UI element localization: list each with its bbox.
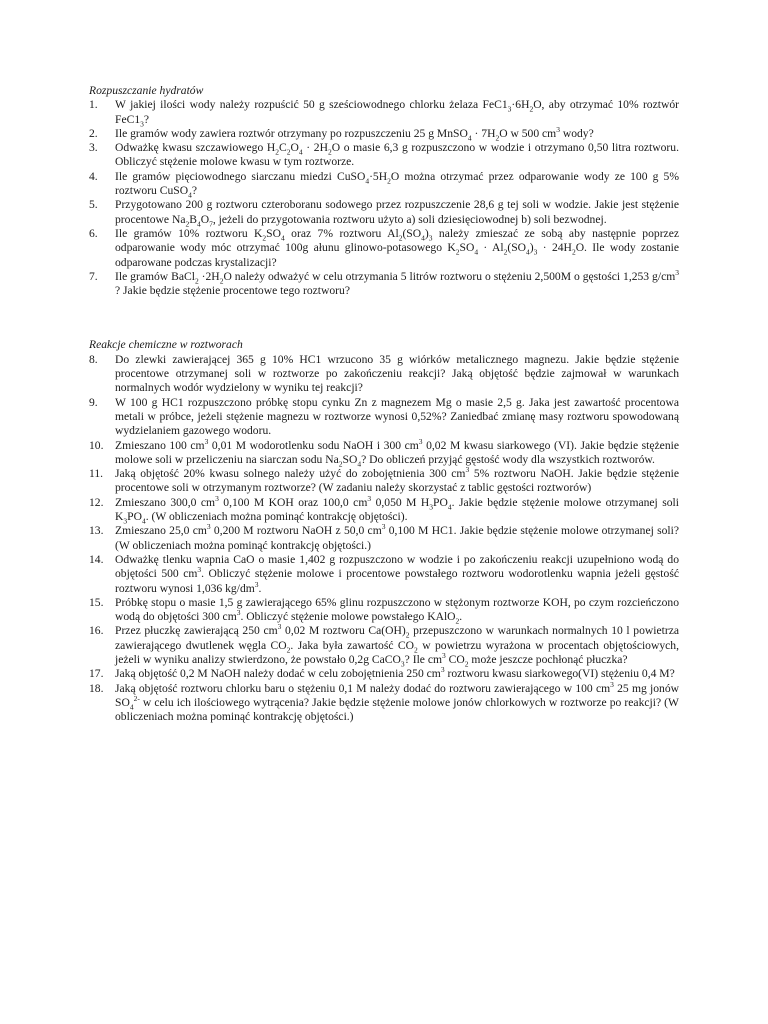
problem-number: 6.: [89, 226, 98, 240]
problem-number: 1.: [89, 98, 98, 112]
problem-number: 16.: [89, 624, 104, 638]
problem-text: Przez płuczkę zawierającą 250 $cm^3$ 0,02 M roztworu $Ca(OH)_2$ przepuszczono w warunkach normalnych 10 l powietrza zawierającego dwutlenek węgla $CO_2$. Jaka była zawartość $CO_2$ w powietrzu wyrażona w procentach objętościowych, jeżeli w wyniku analizy stwierdzono, że powstało 0,2g CaCO$_3$? Ile $cm^3$ $CO_2$ może jeszcze pochłonąć płuczka?: [115, 622, 680, 669]
problem-item: [89, 524, 679, 553]
problem-item: [89, 353, 679, 396]
problem-text: Odważkę kwasu szczawiowego $H_2C_2O_4 \cdot 2H_2O$ o masie 6,3 g rozpuszczono w wodzie i otrzymano 0,50 litra roztworu. Obliczyć stężenie molowe kwasu w tym roztworze.: [115, 141, 679, 169]
problem-text: W jakiej ilości wody należy rozpuścić 50 g sześciowodnego chlorku żelaza $FeC1_3\cdot 6H_2O$, aby otrzymać 10% roztwór $FeC1_3$?: [115, 98, 679, 128]
problem-number: 18.: [89, 681, 104, 695]
problem-item: [89, 127, 679, 141]
problem-number: 5.: [89, 198, 98, 212]
problem-item: [89, 624, 679, 667]
problem-text: Ile gramów wody zawiera roztwór otrzymany po rozpuszczeniu 25 g MnSO$_4$ · $7H_2O$ w 500 $cm^3$ wody?: [115, 125, 594, 143]
problem-item: [89, 553, 679, 596]
problem-item: [89, 436, 679, 469]
problem-number: 2.: [89, 126, 98, 140]
problem-text: Ile gramów BaCl$_2$ $\cdot 2H_2O$ należy odważyć w celu otrzymania 5 litrów roztworu o stężeniu 2,500M o gęstości 1,253 $g/cm^3$ ? Jakie będzie stężenie procentowe tego roztworu?: [115, 268, 679, 298]
problem-number: 13.: [89, 524, 104, 538]
problem-text: Jaką objętość 0,2 M NaOH należy dodać w celu zobojętnienia 250 $cm^3$ roztworu kwasu siarkowego(VI) stężeniu 0,4 M?: [115, 665, 675, 681]
problem-text: Jaką objętość 20% kwasu solnego należy użyć do zobojętnienia 300 $cm^3$ 5% roztworu NaOH. Jakie będzie stężenie procentowe soli w otrzymanym roztworze? (W zadaniu należy skorzystać z tablic gęstości roztworów): [115, 465, 679, 495]
problem-item: [89, 141, 679, 170]
problem-text: Odważkę tlenku wapnia CaO o masie 1,402 g rozpuszczono w wodzie i po zakończeniu reakcji uzupełniono wodą do objętości 500 $cm^3$. Obliczyć stężenie molowe i procentowe powstałego roztworu wodorotlenku wapnia jeżeli gęstość roztworu wynosi 1,036 $kg/dm^3$.: [115, 552, 679, 595]
problem-number: 17.: [89, 667, 104, 681]
problem-item: [89, 667, 679, 681]
problem-number: 4.: [89, 169, 98, 183]
problem-item: [89, 170, 679, 199]
problem-number: 15.: [89, 595, 104, 609]
problem-item: [89, 98, 679, 127]
problem-number: 12.: [89, 495, 104, 509]
problem-text: Zmieszano 25,0 $cm^3$ 0,200 M roztworu NaOH z 50,0 $cm^3$ 0,100 M HC1. Jakie będzie stężenie molowe otrzymanej soli? (W obliczeniach można pominąć kontrakcję objętości.): [115, 522, 679, 552]
section-title-reactions: Reakcje chemiczne w roztworach: [89, 338, 243, 352]
problem-item: [89, 493, 680, 526]
problem-text: W 100 g HC1 rozpuszczono próbkę stopu cynku Zn z magnezem Mg o masie 2,5 g. Jaka jest zawartość procentowa metali w próbce, jeżeli stężenie magnezu w roztworze wynosi 0,52%? Zaniedbać zmianę masy roztworu spowodowaną wydzielaniem gazowego wodoru.: [115, 395, 679, 438]
problem-number: 7.: [89, 269, 98, 283]
problem-number: 11.: [89, 467, 104, 481]
problem-number: 8.: [89, 352, 98, 366]
problem-list-reactions: [89, 353, 679, 725]
problem-item: [89, 467, 679, 496]
problem-text: Ile gramów pięciowodnego siarczanu miedzi $CuSO_4\cdot 5H_2O$ można otrzymać przez odparowanie wody ze 100 g 5% roztworu CuSO$_4$?: [115, 169, 679, 200]
problem-text: Próbkę stopu o masie 1,5 g zawierającego 65% glinu rozpuszczono w stężonym roztworze KOH, po czym rozcieńczono wodą do objętości 300 $cm^3$. Obliczyć stężenie molowe powstałego KAlO$_2$.: [115, 595, 679, 626]
problem-text: Zmieszano 100 $cm^3$ 0,01 M wodorotlenku sodu NaOH i 300 $cm^3$ 0,02 M kwasu siarkowego (VI). Jakie będzie stężenie molowe soli w przeliczeniu na siarczan sodu $Na_2SO_4$? Do obliczeń przyjąć gęstość wody dla wszystkich roztworów.: [115, 436, 679, 469]
problem-text: Przygotowano 200 g roztworu czteroboranu sodowego przez rozpuszczenie 28,6 g tej soli w wodzie. Jakie jest stężenie procentowe $Na_2B_4O_7$, jeżeli do przygotowania roztworu użyto a) soli dziesięciowodnej b) soli bezwodnej.: [115, 198, 679, 228]
problem-item: [89, 596, 679, 625]
problem-item: [89, 270, 679, 299]
problem-text: Zmieszano 300,0 $cm^3$ 0,100 M KOH oraz 100,0 $cm^3$ 0,050 M $H_3PO_4$. Jakie będzie stężenie molowe otrzymanej soli $K_3PO_4$. (W obliczeniach można pominąć kontrakcję objętości).: [115, 493, 680, 526]
problem-list-hydrates: [89, 98, 679, 298]
problem-item: [89, 198, 679, 227]
problem-number: 3.: [89, 141, 98, 155]
problem-item: [89, 679, 679, 725]
problem-text: Ile gramów 10% roztworu $K_2SO_4$ oraz 7% roztworu $Al_2(SO_4)_3$ należy zmieszać ze sobą aby następnie poprzez odparowanie wody móc otrzymać 100g ałunu glinowo-potasowego $K_2SO_4 \cdot Al_2(SO_4)_3 \cdot 24H_2O$. Ile wody zostanie odparowane podczas krystalizacji?: [115, 226, 679, 269]
document-content: [89, 84, 679, 724]
section-title-hydrates: Rozpuszczanie hydratów: [89, 84, 204, 97]
problem-text: Jaką objętość roztworu chlorku baru o stężeniu 0,1 M należy dodać do roztworu zawierającego w 100 $cm^3$ 25 mg jonów $SO_4^{2-}$ w celu ich ilościowego wytrącenia? Jakie będzie stężenie molowe jonów chlorkowych w roztworze po reakcji? (W obliczeniach można pominąć kontrakcję objętości.): [115, 679, 679, 724]
problem-number: 14.: [89, 552, 104, 566]
problem-item: [89, 227, 679, 270]
problem-number: 9.: [89, 395, 98, 409]
problem-item: [89, 396, 679, 439]
problem-number: 10.: [89, 438, 104, 452]
problem-text: Do zlewki zawierającej 365 g 10% HC1 wrzucono 35 g wiórków metalicznego magnezu. Jakie będzie stężenie procentowe otrzymanej soli w roztworze po zakończeniu reakcji? Jaką objętość będzie zajmował w warunkach normalnych wodór wydzielony w wyniku tej reakcji?: [115, 352, 679, 395]
